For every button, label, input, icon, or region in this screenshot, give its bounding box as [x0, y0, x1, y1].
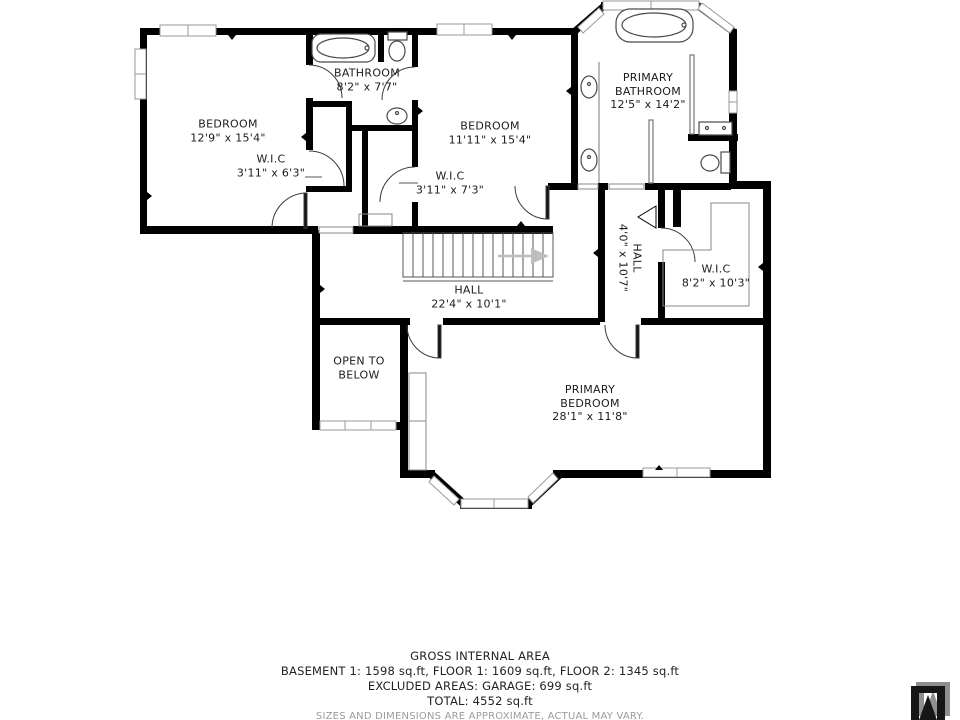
room-name: BELOW	[338, 368, 380, 381]
room-label-wic-2	[416, 170, 484, 197]
room-label-wic-1	[237, 153, 305, 180]
room-label-bedroom-2	[449, 120, 532, 147]
footer-excluded-line: EXCLUDED AREAS: GARAGE: 699 sq.ft	[367, 679, 593, 693]
footer-total-line: TOTAL: 4552 sq.ft	[427, 694, 533, 708]
shower-bench	[699, 122, 732, 135]
room-dims: 3'11" x 7'3"	[415, 183, 485, 196]
room-dims: 12'9" x 15'4"	[190, 131, 266, 144]
room-name: W.I.C	[701, 262, 731, 276]
cube-m-logo-icon	[908, 674, 954, 720]
label-leader-lines	[305, 177, 418, 183]
room-name: BEDROOM	[460, 119, 520, 133]
room-name: PRIMARY	[564, 382, 616, 396]
room-name: HALL	[630, 243, 644, 273]
room-name: PRIMARY	[622, 70, 674, 84]
shower-glass	[690, 55, 694, 134]
toilet-icon	[701, 155, 719, 171]
room-dims: 4'0" x 10'7"	[617, 223, 630, 293]
room-dims: 11'11" x 15'4"	[448, 133, 532, 146]
room-dims: 28'1" x 11'8"	[552, 409, 628, 423]
room-dims: 22'4" x 10'1"	[431, 297, 507, 310]
room-label-upper-hall	[617, 224, 644, 292]
sink-icon	[387, 108, 407, 124]
room-name: BEDROOM	[560, 396, 620, 410]
room-name: W.I.C	[435, 169, 465, 183]
room-name: W.I.C	[256, 152, 286, 166]
room-label-primary-bedroom	[552, 383, 628, 424]
room-dims: 3'11" x 6'3"	[236, 166, 306, 179]
room-name: HALL	[454, 283, 484, 297]
room-dims: 8'2" x 7'7"	[336, 80, 398, 93]
glass-partition	[649, 120, 653, 183]
footer-disclaimer: SIZES AND DIMENSIONS ARE APPROXIMATE, ACTUAL MAY VARY.	[315, 711, 645, 720]
room-label-wic-3	[682, 263, 750, 290]
room-label-open-to-below	[333, 355, 384, 382]
room-name: BATHROOM	[333, 66, 401, 80]
sink-icon	[581, 149, 597, 171]
room-label-bathroom	[334, 67, 400, 94]
sink-icon	[581, 76, 597, 98]
room-label-hall	[431, 284, 507, 311]
room-label-primary-bathroom	[610, 71, 686, 112]
staircase	[403, 233, 553, 281]
room-label-bedroom-1	[190, 118, 266, 145]
room-dims: 12'5" x 14'2"	[610, 97, 686, 111]
toilet-icon	[388, 32, 407, 40]
room-dims: 8'2" x 10'3"	[681, 276, 751, 289]
closet-shelving	[359, 203, 749, 470]
footer-areas-line: BASEMENT 1: 1598 sq.ft, FLOOR 1: 1609 sq.ft, FLOOR 2: 1345 sq.ft	[280, 664, 680, 678]
room-name: BATHROOM	[614, 84, 682, 98]
room-name: BEDROOM	[198, 117, 258, 131]
footer-title: GROSS INTERNAL AREA	[410, 649, 550, 663]
room-name: OPEN TO	[333, 354, 385, 368]
